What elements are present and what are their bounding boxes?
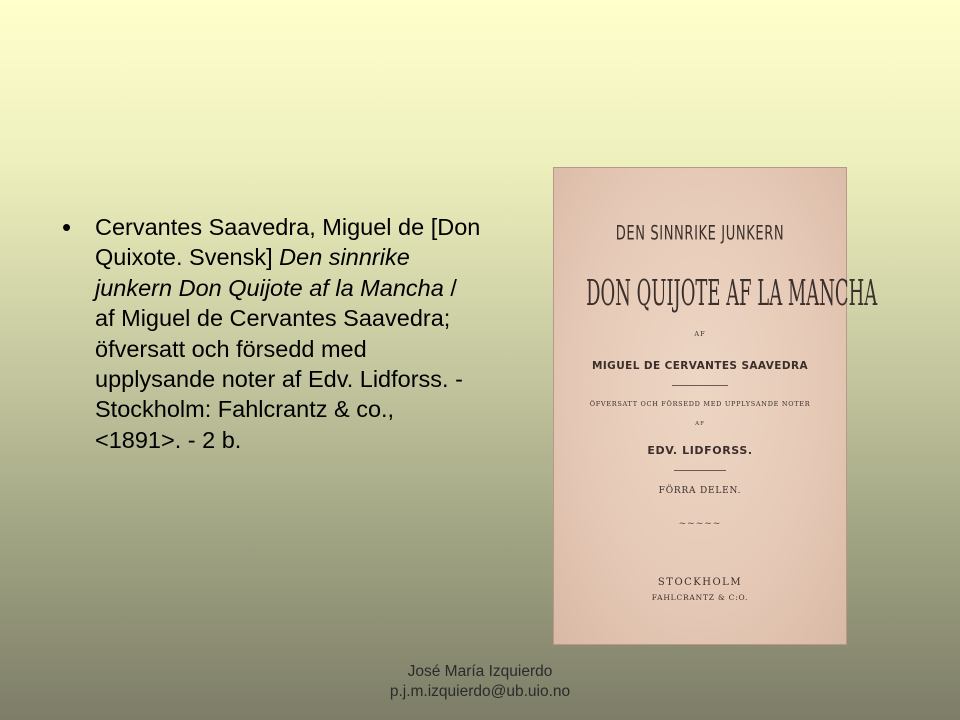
cover-af-1: AF [694, 330, 706, 338]
bullet-dot: • [62, 212, 72, 242]
bibliographic-entry [95, 212, 482, 455]
cover-af-2: AF [695, 421, 705, 427]
entry-title-italic: Den sinnrike junkern Don Quijote af la Mancha [95, 244, 444, 301]
cover-translation-note: ÖFVERSATT OCH FÖRSEDD MED UPPLYSANDE NOTER [589, 400, 811, 408]
bullet-item [62, 212, 482, 455]
cover-title: DON QUIJOTE AF LA MANCHA [586, 273, 878, 315]
cover-part: FÖRRA DELEN. [658, 486, 742, 496]
cover-divider [674, 470, 726, 471]
cover-translator: EDV. LIDFORSS. [647, 444, 753, 457]
entry-text-before: Cervantes Saavedra, Miguel de [Don Quixote. Svensk] [95, 214, 481, 271]
cover-divider [672, 385, 728, 386]
cover-author: MIGUEL DE CERVANTES SAAVEDRA [592, 360, 808, 372]
entry-text-after: / af Miguel de Cervantes Saavedra; öfversatt och försedd med upplysande noter af Edv. Lidforss. - Stockholm: Fahlcrantz & co., <1891>. - 2 b. [95, 274, 463, 453]
slide-footer [0, 662, 960, 702]
cover-subtitle: DEN SINNRIKE JUNKERN [615, 223, 785, 245]
cover-ornament: ~~~~~ [678, 519, 722, 529]
footer-email: p.j.m.izquierdo@ub.uio.no [389, 683, 571, 700]
footer-name: José María Izquierdo [407, 663, 553, 680]
book-cover-image [554, 168, 878, 644]
cover-publisher: FAHLCRANTZ & C:O. [651, 593, 749, 602]
cover-city: STOCKHOLM [657, 577, 743, 588]
